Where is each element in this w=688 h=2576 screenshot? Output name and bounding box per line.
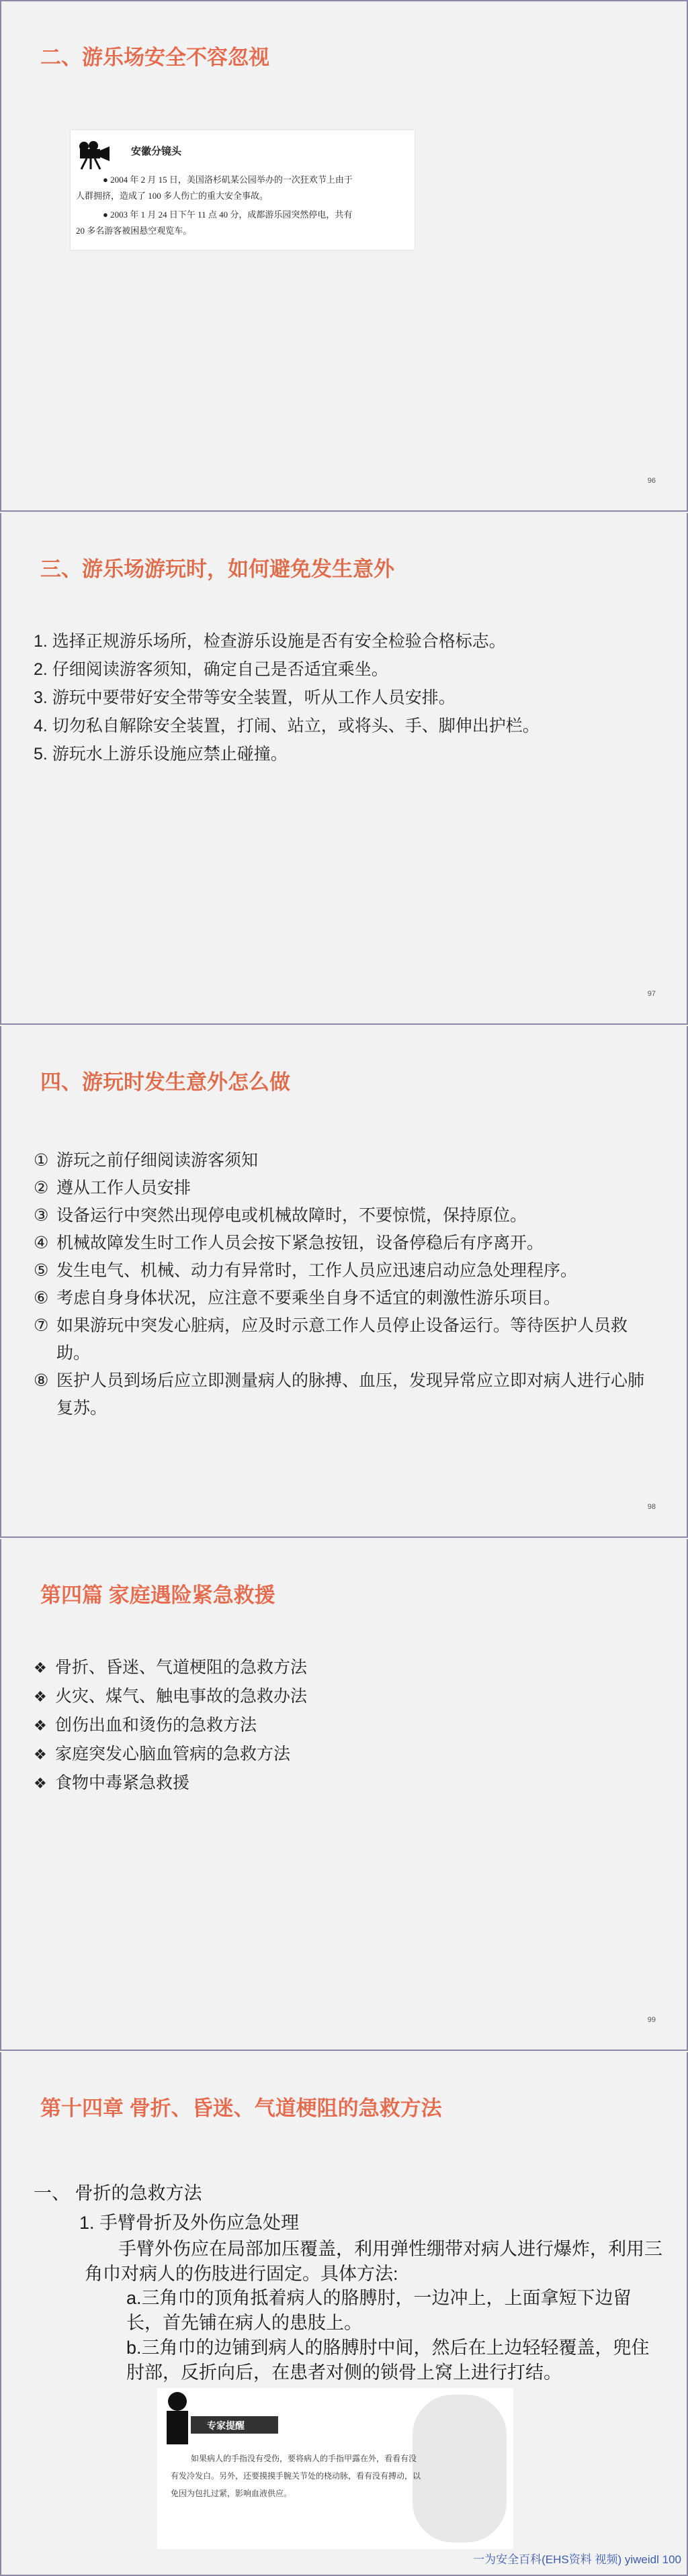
list-text: 考虑自身身体状况，应注意不要乘坐自身不适宜的刺激性游乐项目。 (56, 1289, 561, 1307)
diamond-bullet-icon: ❖ (34, 1688, 47, 1705)
expert-figure-icon (157, 2388, 513, 2549)
list-marker: ② (34, 1179, 49, 1197)
list-item (34, 1682, 307, 1711)
slide-100 (0, 2052, 688, 2576)
slide-96 (0, 0, 688, 512)
list-item (34, 1147, 652, 1175)
slide-title: 第十四章 骨折、昏迷、气道梗阻的急救方法 (40, 2097, 442, 2120)
list-marker: ⑤ (34, 1261, 49, 1280)
step-b: b.三角巾的边铺到病人的胳膊肘中间，然后在上边轻轻覆盖，兜住肘部，反折向后，在患者对侧的锁骨上窝上进行打结。 (126, 2338, 650, 2383)
list-marker: ⑦ (34, 1316, 49, 1335)
list-text: 骨折、昏迷、气道梗阻的急救方法 (55, 1658, 308, 1677)
list-marker: ① (34, 1151, 49, 1170)
diamond-bullet-icon: ❖ (34, 1659, 47, 1676)
tip-line: 有发冷发白。另外，还要摸摸手腕关节处的桡动脉，看有没有搏动，以 (171, 2471, 421, 2481)
news-line: ● 2003 年 1 月 24 日下午 11 点 40 分，成都游乐园突然停电，共有 (103, 210, 353, 220)
list-item (34, 1257, 652, 1285)
tip-line: 免因为包扎过紧，影响血液供应。 (171, 2489, 292, 2498)
list-text: 设备运行中突然出现停电或机械故障时，不要惊慌，保持原位。 (56, 1206, 527, 1225)
slide-97 (0, 513, 688, 1025)
page-number: 100 (662, 2553, 681, 2566)
list-item (34, 1230, 652, 1257)
diamond-bullet-icon: ❖ (34, 1717, 47, 1734)
tip-heading: 专家提醒 (207, 2420, 245, 2431)
page-number: 96 (647, 477, 656, 485)
list-text: 游玩之前仔细阅读游客须知 (56, 1151, 259, 1170)
list-text: 火灾、煤气、触电事故的急救办法 (55, 1687, 308, 1706)
page-number: 99 (647, 2016, 656, 2024)
slide-title: 四、游玩时发生意外怎么做 (40, 1070, 290, 1094)
list-item (34, 1202, 652, 1230)
topics-list (34, 1653, 307, 1798)
list-item (34, 1711, 307, 1740)
slide-title: 第四篇 家庭遇险紧急救援 (40, 1583, 275, 1607)
list-marker: ⑥ (34, 1289, 49, 1307)
footer-link[interactable] (473, 2550, 681, 2567)
list-item (34, 1285, 652, 1312)
list-item: 3. 游玩中要带好安全带等安全装置，听从工作人员安排。 (34, 688, 456, 707)
slide-98 (0, 1026, 688, 1538)
slide-99 (0, 1539, 688, 2051)
accident-steps-list (34, 1147, 652, 1422)
list-text: 发生电气、机械、动力有异常时，工作人员应迅速启动应急处理程序。 (56, 1261, 578, 1280)
news-heading: 安徽分镜头 (131, 146, 182, 157)
list-item (34, 1367, 652, 1422)
list-text: 遵从工作人员安排 (56, 1179, 191, 1197)
step-a: a.三角巾的顶角抵着病人的胳膊肘，一边冲上，上面拿短下边留长，首先铺在病人的患肢上。 (126, 2288, 632, 2333)
news-line: 20 多名游客被困悬空观览车。 (76, 226, 192, 236)
list-text: 机械故障发生时工作人员会按下紧急按钮，设备停稳后有序离开。 (56, 1234, 544, 1252)
page-number: 98 (647, 1503, 656, 1511)
tip-line: 如果病人的手指没有受伤，要将病人的手指甲露在外，看看有没 (191, 2454, 417, 2463)
list-item (34, 1653, 307, 1682)
diamond-bullet-icon: ❖ (34, 1775, 47, 1792)
list-marker: ④ (34, 1234, 49, 1252)
list-text: 如果游玩中突发心脏病，应及时示意工作人员停止设备运行。等待医护人员救助。 (56, 1316, 628, 1363)
body-paragraph: 手臂外伤应在局部加压覆盖，利用弹性绷带对病人进行爆炸，利用三角巾对病人的伤肢进行固定。具体方法: (85, 2239, 662, 2284)
list-item: 1. 选择正规游乐场所，检查游乐设施是否有安全检验合格标志。 (34, 632, 506, 651)
list-item: 4. 切勿私自解除安全装置，打闹、站立，或将头、手、脚伸出护栏。 (34, 717, 540, 735)
section-heading: 一、 骨折的急救方法 (34, 2183, 202, 2203)
tips-list (34, 627, 540, 768)
list-text: 医护人员到场后应立即测量病人的脉搏、血压，发现异常应立即对病人进行心肺复苏。 (56, 1371, 645, 1418)
slide-title: 三、游乐场游玩时，如何避免发生意外 (40, 557, 394, 581)
list-item (34, 1769, 307, 1798)
list-text: 家庭突发心脑血管病的急救方法 (55, 1745, 291, 1763)
list-marker: ⑧ (34, 1371, 49, 1390)
list-item (34, 1312, 652, 1367)
list-text: 食物中毒紧急救援 (55, 1774, 190, 1792)
list-item (34, 1740, 307, 1769)
list-item: 5. 游玩水上游乐设施应禁止碰撞。 (34, 745, 288, 764)
footer-text: 一为安全百科(EHS资料 视频) yiweidl (473, 2553, 659, 2566)
news-line: 人群拥挤，造成了 100 多人伤亡的重大安全事故。 (76, 191, 269, 201)
list-marker: ③ (34, 1206, 49, 1225)
list-item: 2. 仔细阅读游客须知，确定自己是否适宜乘坐。 (34, 660, 388, 679)
subsection-heading: 1. 手臂骨折及外伤应急处理 (79, 2213, 300, 2233)
diamond-bullet-icon: ❖ (34, 1746, 47, 1763)
slide-title: 二、游乐场安全不容忽视 (40, 46, 269, 69)
movie-camera-icon (77, 140, 115, 171)
expert-tip-image (157, 2388, 513, 2549)
news-line: ● 2004 年 2 月 15 日，美国洛杉矶某公园举办的一次狂欢节上由于 (103, 175, 353, 185)
page-number: 97 (647, 990, 656, 998)
news-clipping-image (71, 130, 415, 250)
list-item (34, 1175, 652, 1202)
list-text: 创伤出血和烫伤的急救方法 (55, 1716, 257, 1735)
